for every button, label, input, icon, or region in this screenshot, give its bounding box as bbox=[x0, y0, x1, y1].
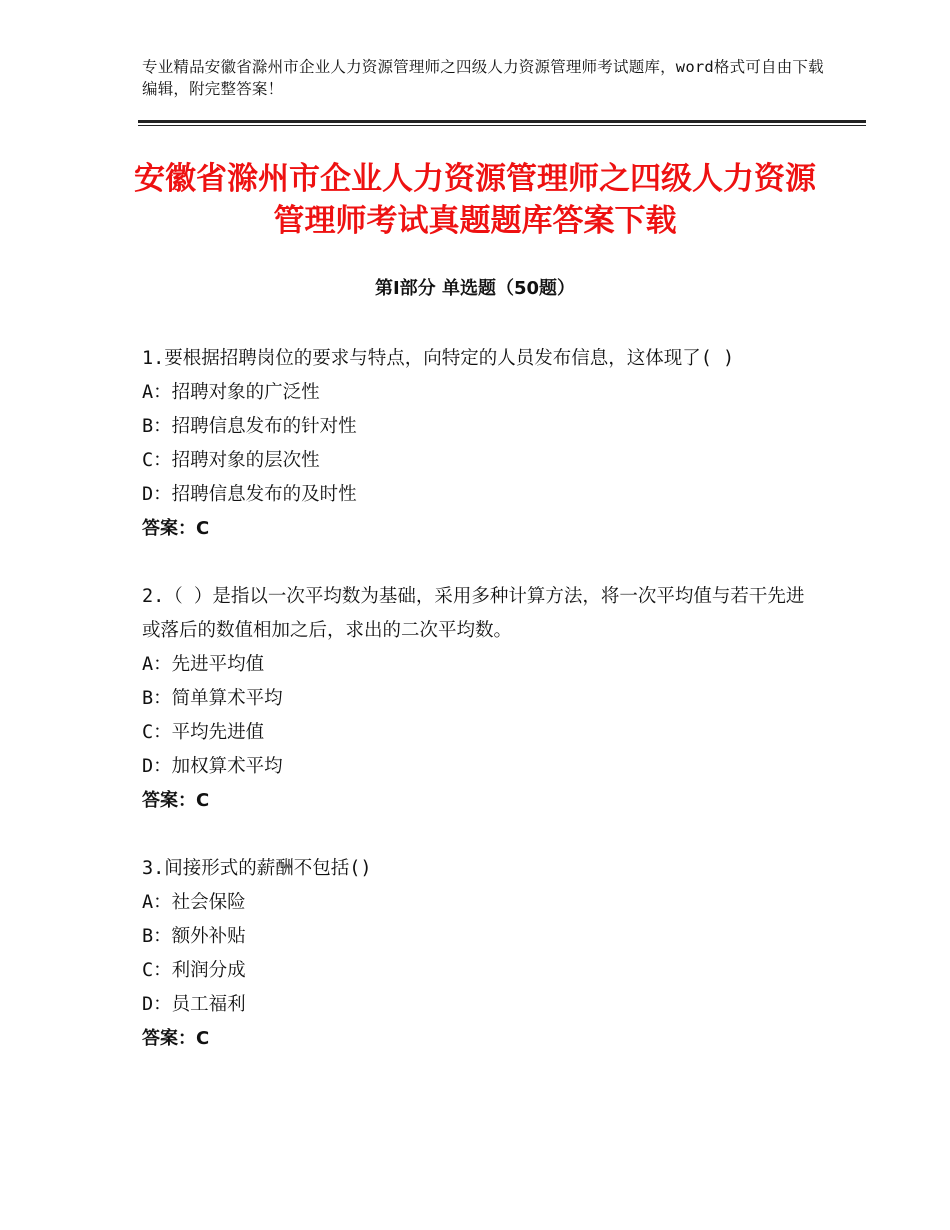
option-a: A：社会保险 bbox=[142, 892, 246, 913]
option-a: A：招聘对象的广泛性 bbox=[142, 382, 320, 403]
option-c: C：利润分成 bbox=[142, 960, 246, 981]
question-3 bbox=[142, 852, 814, 1056]
header-note: 专业精品安徽省滁州市企业人力资源管理师之四级人力资源管理师考试题库，word格式可自由下载编辑，附完整答案！ bbox=[142, 58, 824, 98]
question-2 bbox=[142, 580, 814, 818]
option-d: D：员工福利 bbox=[142, 994, 246, 1015]
header-rule-thick bbox=[138, 120, 866, 123]
header-rule-thin bbox=[138, 125, 866, 126]
answer: 答案：C bbox=[142, 790, 210, 811]
option-b: B：招聘信息发布的针对性 bbox=[142, 416, 357, 437]
section-title: 第Ⅰ部分 单选题（50题） bbox=[374, 278, 575, 299]
document-title: 安徽省滁州市企业人力资源管理师之四级人力资源管理师考试真题题库答案下载 bbox=[134, 161, 816, 239]
option-c: C：平均先进值 bbox=[142, 722, 265, 743]
question-stem: 1.要根据招聘岗位的要求与特点，向特定的人员发布信息，这体现了( ) bbox=[142, 348, 735, 369]
question-list bbox=[142, 342, 814, 1090]
question-stem: 3.间接形式的薪酬不包括() bbox=[142, 858, 372, 879]
question-stem: 2.（ ）是指以一次平均数为基础，采用多种计算方法，将一次平均值与若干先进或落后的数值相加之后，求出的二次平均数。 bbox=[142, 586, 805, 641]
option-b: B：简单算术平均 bbox=[142, 688, 283, 709]
option-d: D：加权算术平均 bbox=[142, 756, 283, 777]
option-c: C：招聘对象的层次性 bbox=[142, 450, 320, 471]
option-a: A：先进平均值 bbox=[142, 654, 265, 675]
option-d: D：招聘信息发布的及时性 bbox=[142, 484, 357, 505]
option-b: B：额外补贴 bbox=[142, 926, 246, 947]
answer: 答案：C bbox=[142, 1028, 210, 1049]
question-1 bbox=[142, 342, 814, 546]
answer: 答案：C bbox=[142, 518, 210, 539]
